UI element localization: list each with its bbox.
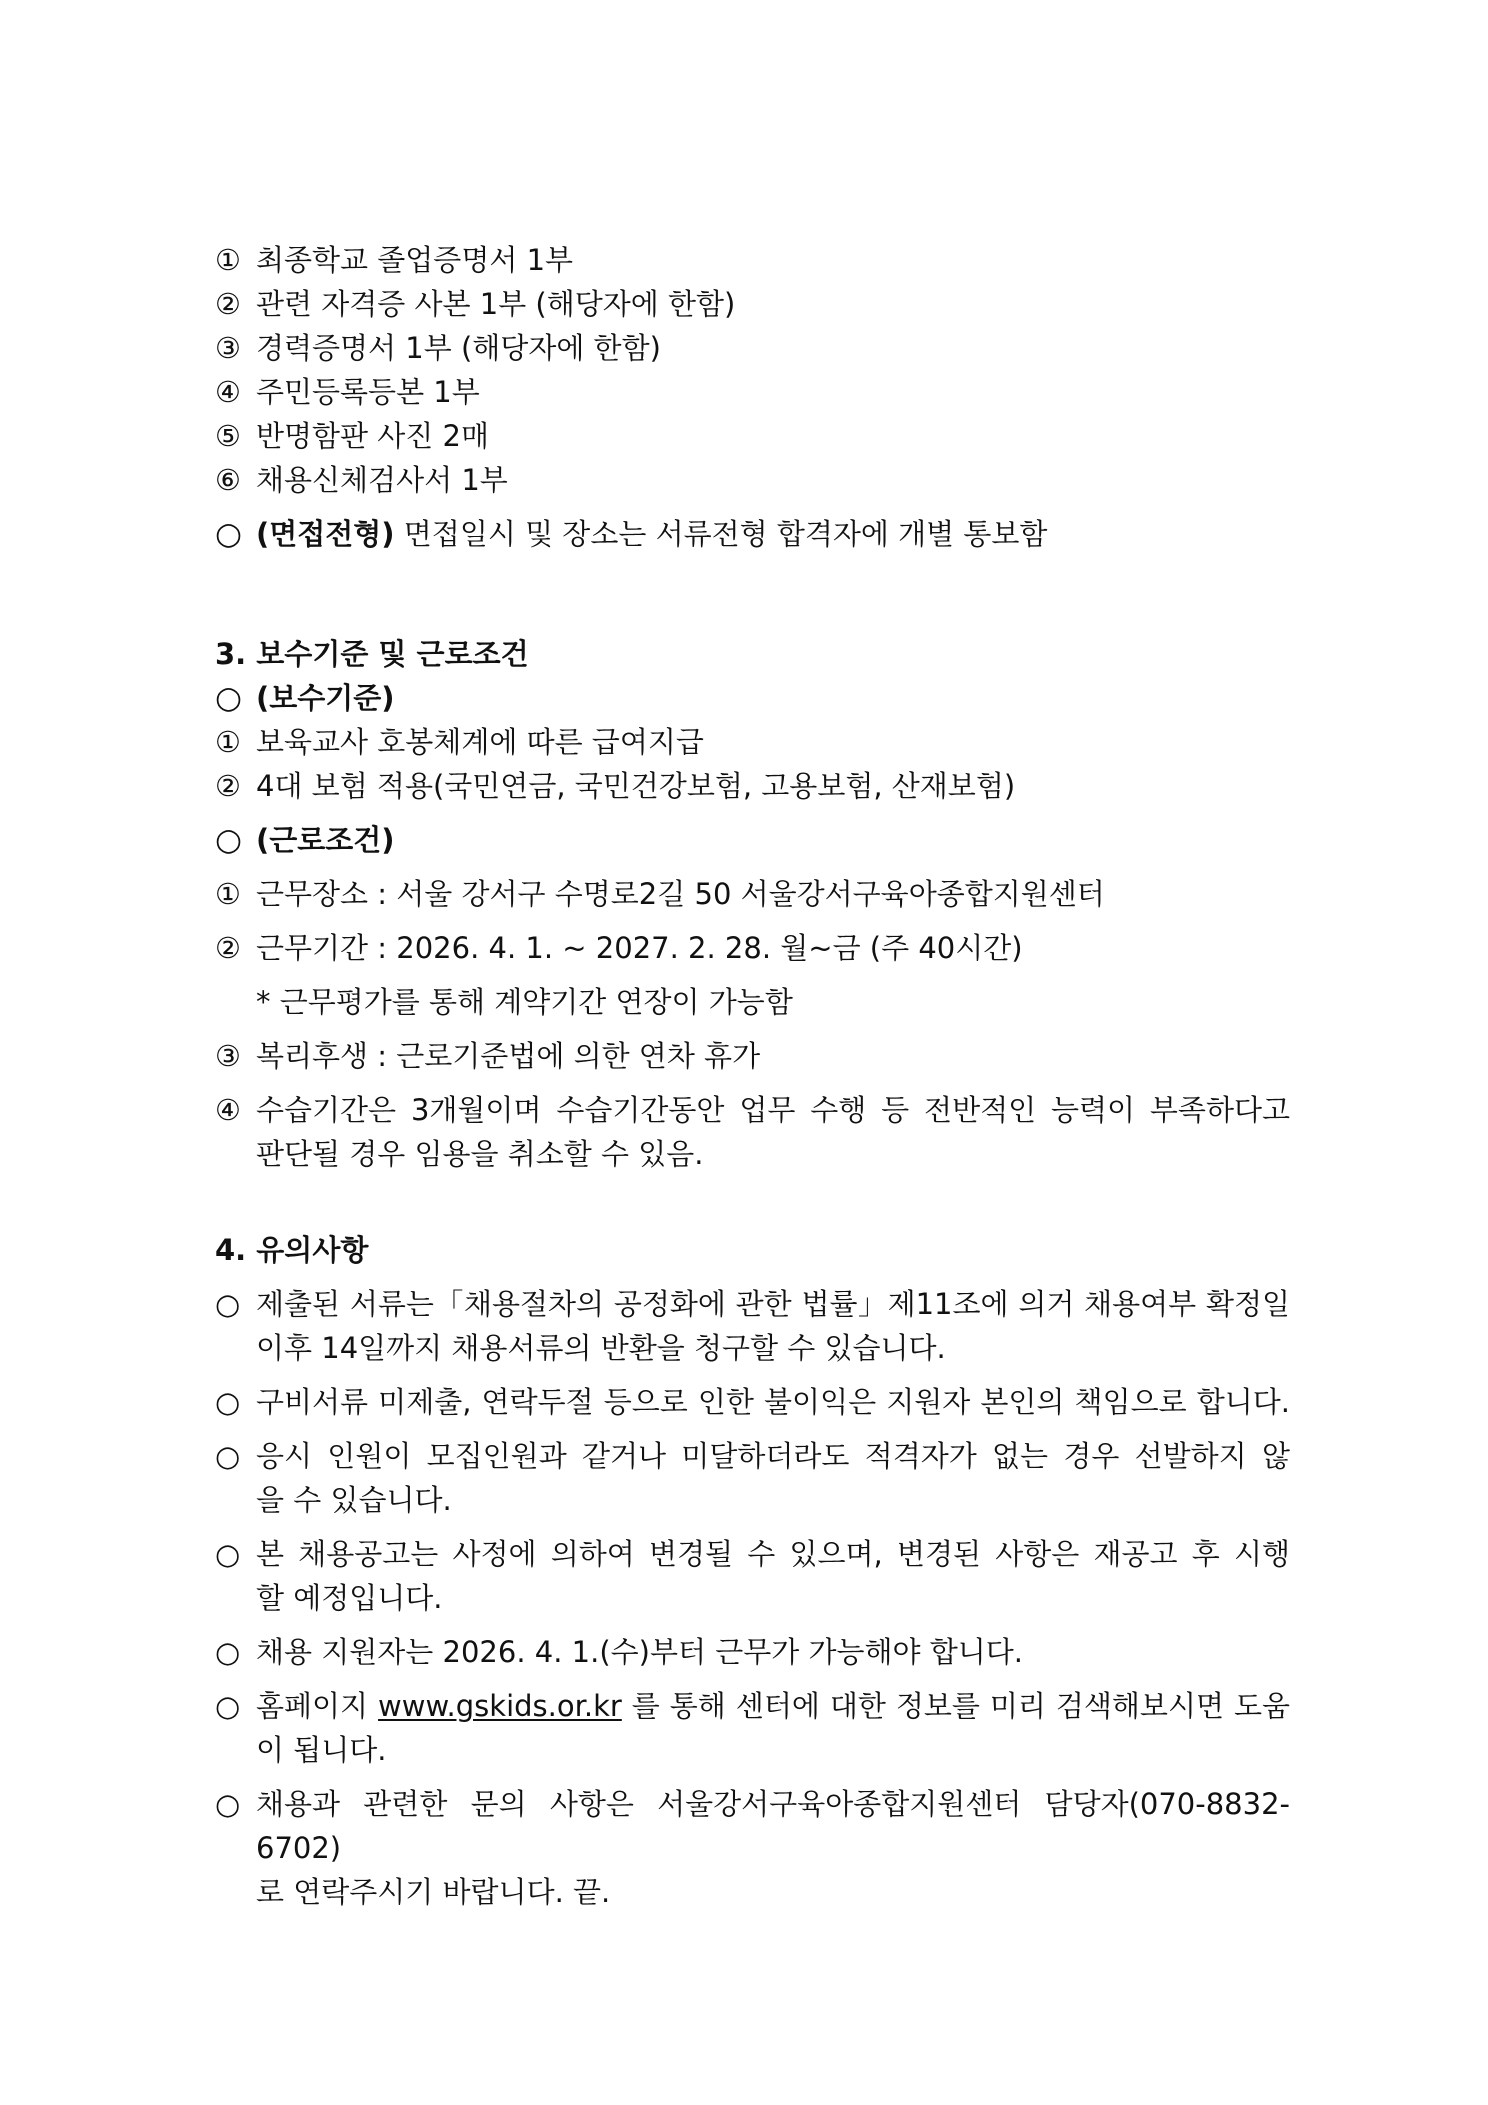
circle-bullet-icon: ○: [215, 680, 243, 716]
notice-text-line1: 구비서류 미제출, 연락두절 등으로 인한 불이익은 지원자 본인의 책임으로 합니다.: [256, 1385, 1290, 1419]
list-item: [215, 326, 1290, 370]
notice-text-line2: 이 됩니다.: [256, 1733, 387, 1767]
list-item: [215, 282, 1290, 326]
notice-text-line2: 을 수 있습니다.: [256, 1483, 452, 1517]
list-item: [215, 238, 1290, 282]
list-marker: ②: [215, 287, 241, 321]
notice-text-line1: 채용과 관련한 문의 사항은 서울강서구육아종합지원센터 담당자(070-8832-6702): [256, 1787, 1290, 1865]
list-item: [215, 764, 1290, 808]
list-marker: ④: [215, 375, 241, 409]
homepage-link[interactable]: www.gskids.or.kr: [378, 1689, 622, 1723]
notice-item: [215, 1282, 1290, 1370]
probation-text-line1: 수습기간은 3개월이며 수습기간동안 업무 수행 등 전반적인 능력이 부족하다고: [256, 1093, 1290, 1127]
pay-standard-label: (보수기준): [256, 681, 395, 715]
notice-item: [215, 1532, 1290, 1620]
circle-bullet-icon: ○: [215, 822, 243, 858]
list-item-text: 주민등록등본 1부: [256, 375, 480, 409]
circle-bullet-icon: ○: [215, 1439, 241, 1473]
list-item: [215, 458, 1290, 502]
interview-label: (면접전형): [256, 517, 395, 551]
notice-item: [215, 1684, 1290, 1772]
list-item-text: 최종학교 졸업증명서 1부: [256, 243, 574, 277]
notice-text-line2: 할 예정입니다.: [256, 1581, 443, 1615]
list-item-text: 경력증명서 1부 (해당자에 한함): [256, 331, 661, 365]
circle-bullet-icon: ○: [215, 516, 243, 552]
work-location-text: 근무장소 : 서울 강서구 수명로2길 50 서울강서구육아종합지원센터: [256, 877, 1105, 911]
notice-text-line1: 채용 지원자는 2026. 4. 1.(수)부터 근무가 가능해야 합니다.: [256, 1635, 1023, 1669]
list-marker: ③: [215, 331, 241, 365]
list-marker: ②: [215, 769, 241, 803]
list-item-text: 보육교사 호봉체계에 따른 급여지급: [256, 725, 704, 759]
list-item: [215, 720, 1290, 764]
notice-text-line1: 응시 인원이 모집인원과 같거나 미달하더라도 적격자가 없는 경우 선발하지 않: [256, 1439, 1290, 1473]
work-condition-label: (근로조건): [256, 823, 395, 857]
work-period-text: 근무기간 : 2026. 4. 1. ~ 2027. 2. 28. 월~금 (주 40시간): [256, 931, 1023, 965]
circle-bullet-icon: ○: [215, 1635, 241, 1669]
circle-bullet-icon: ○: [215, 1689, 241, 1723]
interview-text: 면접일시 및 장소는 서류전형 합격자에 개별 통보함: [403, 517, 1048, 551]
interview-item: [215, 512, 1290, 556]
list-item-text: 반명함판 사진 2매: [256, 419, 489, 453]
list-item-text: 관련 자격증 사본 1부 (해당자에 한함): [256, 287, 736, 321]
list-marker: ②: [215, 931, 241, 965]
list-marker: ③: [215, 1039, 241, 1073]
section-3-title: 3. 보수기준 및 근로조건: [215, 637, 529, 671]
notice-text-line2: 이후 14일까지 채용서류의 반환을 청구할 수 있습니다.: [256, 1331, 946, 1365]
document-page: [215, 238, 1290, 1914]
section-4-title: 4. 유의사항: [215, 1233, 369, 1267]
welfare-text: 복리후생 : 근로기준법에 의한 연차 휴가: [256, 1039, 761, 1073]
list-item: [215, 872, 1290, 916]
notice-text-line1: 본 채용공고는 사정에 의하여 변경될 수 있으며, 변경된 사항은 재공고 후 시행: [256, 1537, 1290, 1571]
circle-bullet-icon: ○: [215, 1537, 241, 1571]
notice-item: [215, 1630, 1290, 1674]
list-marker: ①: [215, 725, 241, 759]
list-item-text: 채용신체검사서 1부: [256, 463, 508, 497]
notice-item: [215, 1380, 1290, 1424]
list-marker: ①: [215, 877, 241, 911]
circle-bullet-icon: ○: [215, 1385, 241, 1419]
list-marker: ⑥: [215, 463, 241, 497]
probation-text-line2: 판단될 경우 임용을 취소할 수 있음.: [256, 1137, 704, 1171]
list-item: [215, 1034, 1290, 1078]
required-documents-list: [215, 238, 1290, 502]
list-item: [215, 414, 1290, 458]
list-item: [215, 1088, 1290, 1132]
work-period-note: * 근무평가를 통해 계약기간 연장이 가능함: [256, 985, 793, 1019]
list-marker: ④: [215, 1093, 241, 1127]
work-condition-heading: [215, 818, 1290, 862]
list-item: [215, 926, 1290, 970]
list-marker: ①: [215, 243, 241, 277]
circle-bullet-icon: ○: [215, 1287, 241, 1321]
list-marker: ⑤: [215, 419, 241, 453]
pay-standard-heading: [215, 676, 1290, 720]
list-item: [215, 370, 1290, 414]
notice-text-line2: 로 연락주시기 바랍니다. 끝.: [256, 1875, 611, 1909]
notice-item: [215, 1434, 1290, 1522]
notice-text-line1: 제출된 서류는「채용절차의 공정화에 관한 법률」제11조에 의거 채용여부 확정일: [256, 1287, 1290, 1321]
notice-item: [215, 1782, 1290, 1914]
list-item-text: 4대 보험 적용(국민연금, 국민건강보험, 고용보험, 산재보험): [256, 769, 1016, 803]
circle-bullet-icon: ○: [215, 1787, 241, 1821]
notice-text-pre: 홈페이지: [256, 1689, 379, 1723]
notice-text-post: 를 통해 센터에 대한 정보를 미리 검색해보시면 도움: [621, 1689, 1290, 1723]
